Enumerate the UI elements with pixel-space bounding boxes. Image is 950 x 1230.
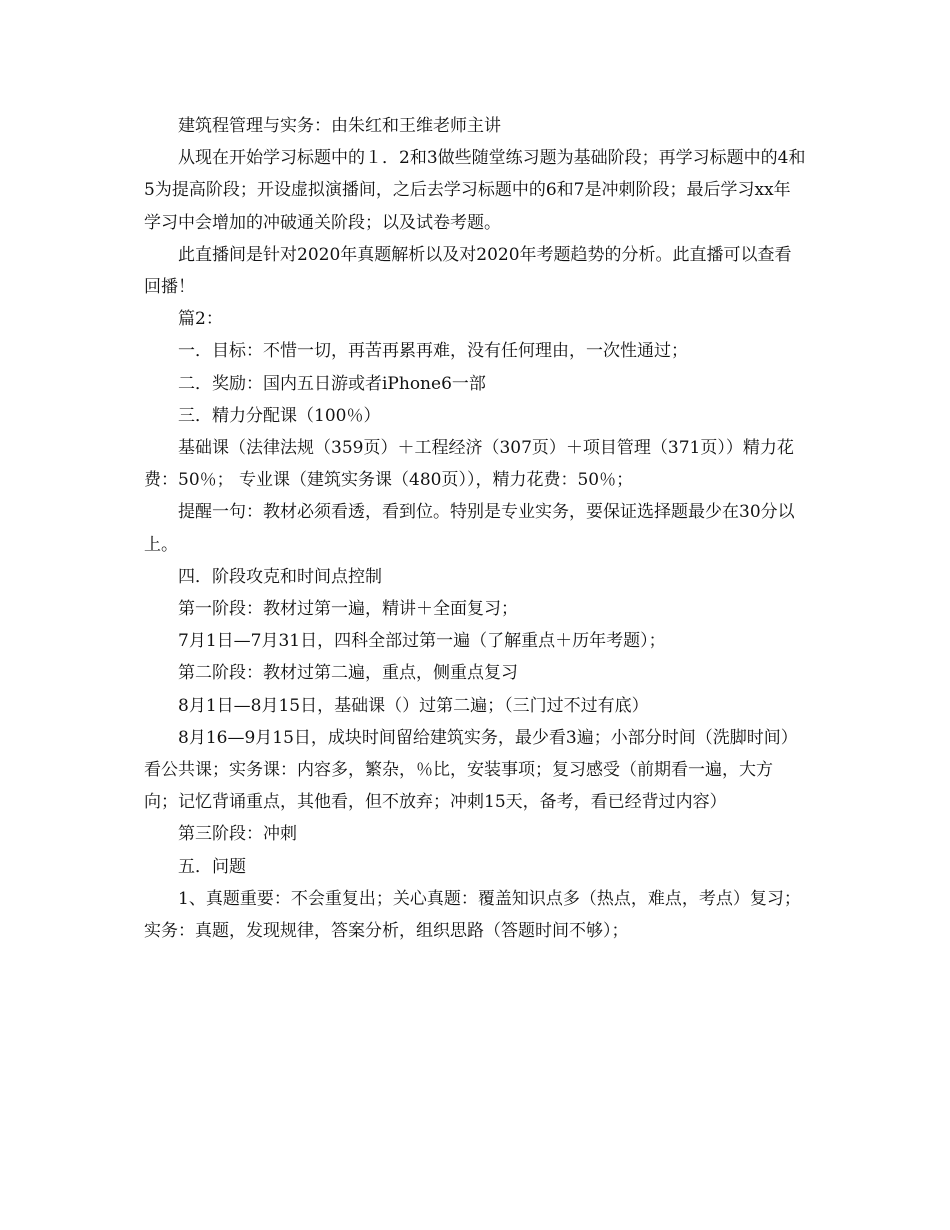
paragraph-live-broadcast: 此直播间是针对2020年真题解析以及对2020年考题趋势的分析。此直播可以查看回播！ xyxy=(144,244,792,298)
paragraph-course-breakdown: 基础课（法律法规（359页）＋工程经济（307页）＋项目管理（371页））精力花费：50％； 专业课（建筑实务课（480页）），精力花费：50％； xyxy=(144,438,794,491)
paragraph-practice-plan: 8月16—9月15日，成块时间留给建筑实务，最少看3遍；小部分时间（洗脚时间）看公共课；实务课：内容多，繁杂，％比，安装事项；复习感受（前期看一遍，大方向；记忆背诵重点，其他看，但不放弃；冲刺15天，备考，看已经背过内容） xyxy=(144,727,798,813)
paragraph-energy-allocation: 三．精力分配课（100％） xyxy=(178,405,381,426)
paragraph-stage-one: 第一阶段：教材过第一遍，精讲＋全面复习； xyxy=(178,599,518,620)
paragraph-stage-two: 第二阶段：教材过第二遍，重点，侧重点复习 xyxy=(178,663,518,684)
paragraph-problems-heading: 五．问题 xyxy=(178,856,246,877)
paragraph-reminder: 提醒一句：教材必须看透，看到位。特别是专业实务，要保证选择题最少在30分以上。 xyxy=(144,502,795,555)
paragraph-stage-three: 第三阶段：冲刺 xyxy=(178,824,297,845)
paragraph-problem-one: 1、真题重要：不会重复出；关心真题：覆盖知识点多（热点，难点，考点）复习；实务：真题，发现规律，答案分析，组织思路（答题时间不够）； xyxy=(144,888,801,942)
paragraph-course-intro: 建筑程管理与实务：由朱红和王维老师主讲 xyxy=(178,116,501,136)
paragraph-study-stages: 从现在开始学习标题中的１．2和3做些随堂练习题为基础阶段；再学习标题中的4和5为提高阶段；开设虚拟演播间，之后去学习标题中的6和7是冲刺阶段；最后学习xx年学习中会增加的冲破通关阶段；以及试卷考题。 xyxy=(144,148,806,233)
document-body xyxy=(144,110,806,947)
paragraph-goal: 一．目标：不惜一切，再苦再累再难，没有任何理由，一次性通过； xyxy=(178,341,688,362)
paragraph-section-heading: 篇2： xyxy=(178,309,223,330)
paragraph-stage-two-dates: 8月1日—8月15日，基础课（）过第二遍；（三门过不过有底） xyxy=(178,695,649,716)
paragraph-stage-control: 四．阶段攻克和时间点控制 xyxy=(178,566,382,587)
paragraph-reward: 二．奖励：国内五日游或者iPhone6一部 xyxy=(178,373,486,394)
paragraph-stage-one-dates: 7月1日—7月31日，四科全部过第一遍（了解重点＋历年考题）； xyxy=(178,631,666,652)
